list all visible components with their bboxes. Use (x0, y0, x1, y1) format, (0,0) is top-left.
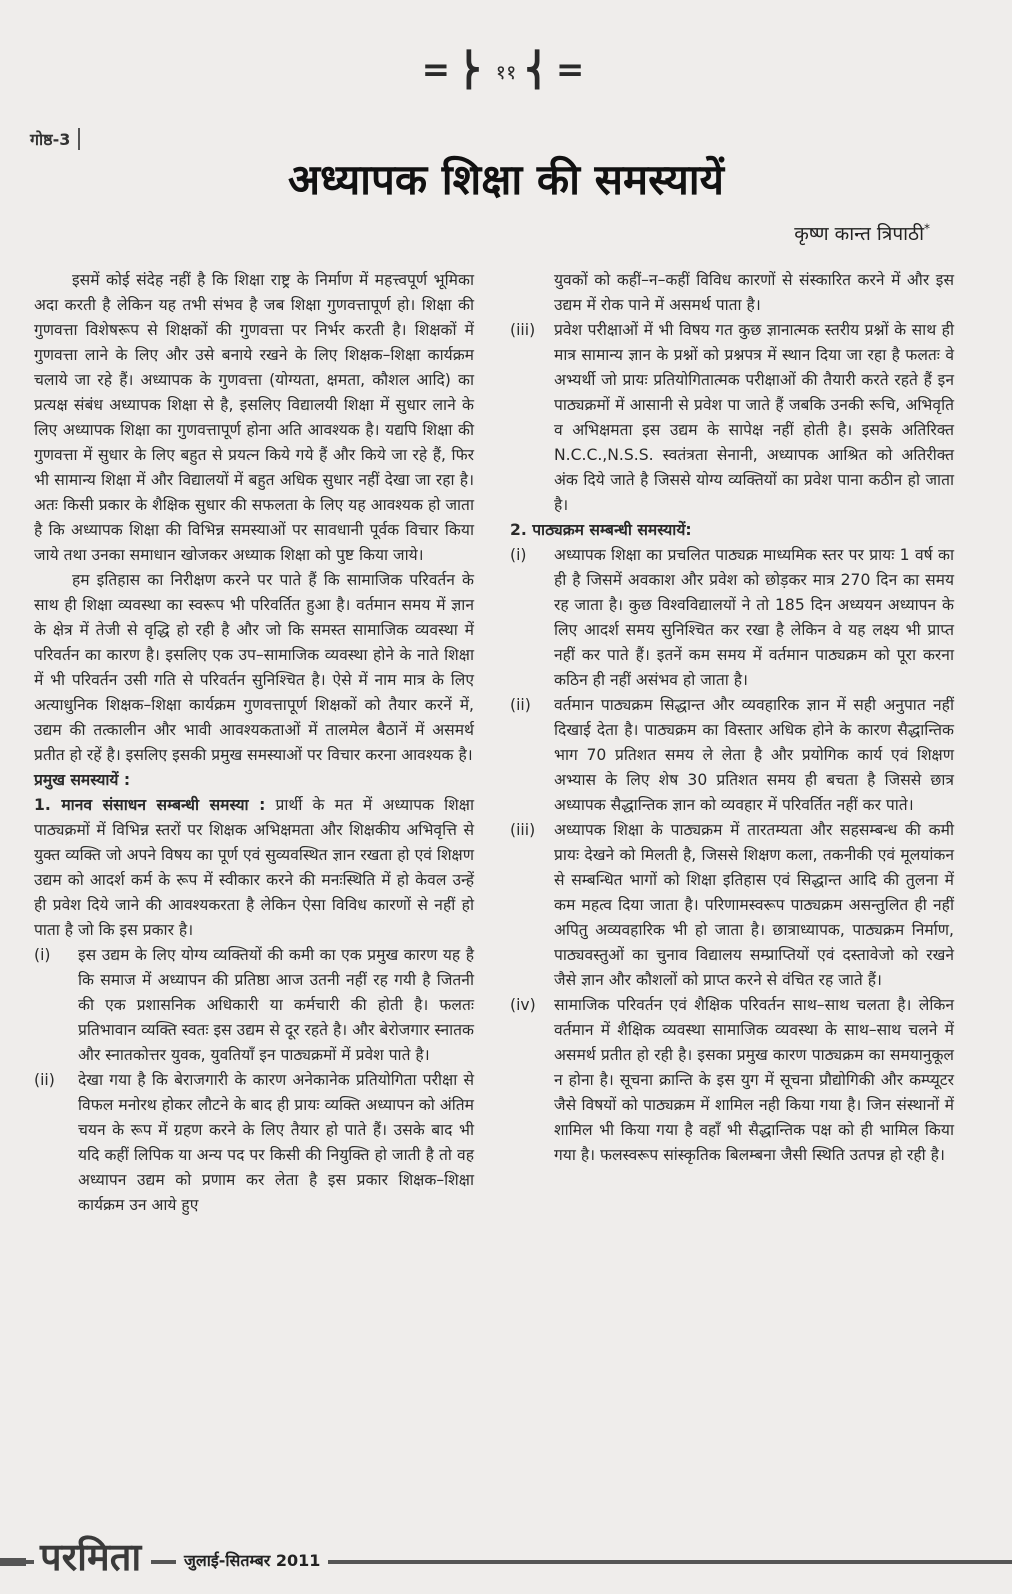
continuation-block (510, 268, 954, 318)
author-mark: * (924, 221, 930, 236)
page-number-text: ११ (495, 60, 517, 84)
subsection-1-title: 1. मानव संसाधन सम्बन्धी समस्या : (34, 796, 266, 814)
list-item (510, 818, 954, 993)
list-item-marker: (iv) (510, 996, 536, 1014)
page-number-ornament-right: ⎨= (524, 50, 591, 90)
list-item (510, 543, 954, 693)
continuation-text: युवकों को कहीं–न–कहीं विविध कारणों से संस्कारित करने में और इस उद्यम में रोक पाने में असमर्थ पाता है। (554, 271, 954, 314)
list-item (510, 993, 954, 1168)
intro-paragraph-2: हम इतिहास का निरीक्षण करने पर पाते हैं कि सामाजिक परिवर्तन के साथ ही शिक्षा व्यवस्था का स्वरूप भी परिवर्तित हुआ है। वर्तमान समय में ज्ञान के क्षेत्र में तेजी से वृद्धि हो रही है और जो कि समस्त सामाजिक व्यवस्था में परिवर्तन का कारण है। इसलिए एक उप–सामाजिक व्यवस्था होने के नाते शिक्षा में भी परिवर्तन उसी गति से परिवर्तन सुनिश्चित है। ऐसे में नाम मात्र के लिए अत्याधुनिक शिक्षक–शिक्षा कार्यक्रम गुणवत्तापूर्ण शिक्षकों को तैयार करनें में, उद्यम की तत्कालीन और भावी आवश्यकताओं में तालमेल बैठानें में असमर्थ प्रतीत हो रहें है। इसलिए इसकी प्रमुख समस्याओं पर विचार करना आवश्यक है। (34, 571, 474, 764)
section-heading: प्रमुख समस्यायें : (34, 771, 131, 789)
list-item-text: अध्यापक शिक्षा के पाठ्यक्रम में तारतम्यता और सहसम्बन्ध की कमी प्रायः देखने को मिलती है, जिससे शिक्षण कला, तकनीकी एवं मूलयांकन से सम्बन्धित भागों को शिक्षा इतिहास एवं सिद्धान्त आदि की तुलना में कम महत्व दिया जाता है। परिणामस्वरूप पाठ्यक्रम असन्तुलित ही नहीं अपितु अव्यवहारिक भी हो जाता है। छात्राध्यापक, पाठ्यक्रम निर्माण, पाठ्यवस्तुओं का चुनाव विद्यालय सम्प्राप्तियों एवं दस्तावेजो को रखने जैसे ज्ञान और कौशलों को प्राप्त करने से वंचित रह जाते हैं। (554, 821, 954, 989)
issue-date: जुलाई-सितम्बर 2011 (176, 1549, 328, 1571)
author-name: कृष्ण कान्त त्रिपाठी (794, 223, 924, 245)
list-item-marker: (iii) (510, 821, 536, 839)
left-column (34, 268, 474, 1218)
section-label: गोष्ठ-3 (30, 128, 80, 150)
list-item (510, 693, 954, 818)
subsection-1-text: प्रार्थी के मत में अध्यापक शिक्षा पाठ्यक्रमों में विभिन्न स्तरों पर शिक्षक अभिक्षमता और शिक्षकीय अभिवृत्ति से युक्त व्यक्ति जो अपने विषय का पूर्ण एवं सुव्यवस्थित ज्ञान रखता हो एवं शिक्षण उद्यम को आदर्श कर्म के रूप में स्वीकार करने की मनःस्थिति में हो केवल उन्हें ही प्रवेश दिये जाने की आवश्यकरता है लेकिन ऐसा विविध कारणों से नहीं हो पाता है जो कि इस प्रकार है। (34, 796, 474, 939)
list-item-marker: (i) (34, 946, 51, 964)
list-item-text: अध्यापक शिक्षा का प्रचलित पाठ्यक्र माध्यमिक स्तर पर प्रायः 1 वर्ष का ही है जिसमें अवकाश और प्रवेश को छोड़कर मात्र 270 दिन का समय रह जाता है। कुछ विश्वविद्यालयों ने तो 185 दिन अध्ययन अध्यापन के लिए आदर्श समय सुनिश्चित कर रखा है लेकिन वे यह लक्ष्य भी प्राप्त नहीं कर पाते हैं। इतनें कम समय में वर्तमान पाठ्यक्रम को पूरा करना कठिन ही नहीं असंभव हो जाता है। (554, 546, 954, 689)
list-item-marker: (ii) (34, 1071, 55, 1089)
footer-rule (0, 1560, 1012, 1564)
list-item-marker: (ii) (510, 696, 531, 714)
subsection-1 (34, 793, 474, 943)
list-item-text: प्रवेश परीक्षाओं में भी विषय गत कुछ ज्ञानात्मक स्तरीय प्रश्नों के साथ ही मात्र सामान्य ज्ञान के प्रश्नों को प्रश्नपत्र में स्थान दिया जा रहा है फलतः वे अभ्यर्थी जो प्रायः प्रतियोगितात्मक परीक्षाओं की तैयारी करते रहते हैं इन पाठ्यक्रमों में आसानी से प्रवेश पा जाते हैं जबकि उनकी रूचि, अभिवृति व अभिक्षमता इस उद्यम के सापेक्ष नहीं होती है। इसके अतिरिक्त N.C.C.,N.S.S. स्वतंत्रता सेनानी, अध्यापक आश्रित को अतिरीक्त अंक दिये जाते है जिससे योग्य व्यक्तियों का प्रवेश पाना कठीन हो जाता है। (554, 321, 954, 514)
page-number (0, 50, 1012, 90)
list-item-text: वर्तमान पाठ्यक्रम सिद्धान्त और व्यवहारिक ज्ञान में सही अनुपात नहीं दिखाई देता है। पाठ्यक्रम का विस्तार अधिक होने के कारण सैद्धान्तिक भाग 70 प्रतिशत समय ले लेता है और प्रयोगिक कार्य एवं शिक्षण अभ्यास के लिए शेष 30 प्रतिशत समय ही बचता है जिससे छात्र अध्यापक सैद्धान्तिक ज्ञान को व्यवहार में परिवर्तित नहीं कर पाते। (554, 696, 954, 814)
list-item-marker-blank (510, 268, 554, 318)
section-heading-2: 2. पाठ्यक्रम सम्बन्धी समस्यायें: (510, 521, 692, 539)
journal-logo: परमिता (34, 1532, 151, 1582)
list-item (510, 318, 954, 518)
author-line (794, 220, 930, 246)
right-column (510, 268, 954, 1168)
list-item-marker: (iii) (510, 321, 536, 339)
list-item (34, 1068, 474, 1218)
intro-paragraph-1: इसमें कोई संदेह नहीं है कि शिक्षा राष्ट्र के निर्माण में महत्त्वपूर्ण भूमिका अदा करती है लेकिन यह तभी संभव है जब शिक्षा गुणवत्तापूर्ण हो। शिक्षा की गुणवत्ता विशेषरूप से शिक्षकों की गुणवत्ता पर निर्भर करती है। शिक्षकों में गुणवत्ता लाने के लिए और उसे बनाये रखने के लिए शिक्षक–शिक्षा कार्यक्रम चलाये जा रहे हैं। अध्यापक के गुणवत्ता (योग्यता, क्षमता, कौशल आदि) का प्रत्यक्ष संबंध अध्यापक शिक्षा से है, इसलिए विद्यालयी शिक्षा में सुधार लाने के लिए अध्यापक शिक्षा का गुणवत्तापूर्ण होना अति आवश्यक है। यद्यपि शिक्षा की गुणवत्ता में सुधार के लिए बहुत से प्रयत्न किये गये हैं और किये जा रहे हैं, फिर भी सामान्य शिक्षा में और विद्यालयों में बहुत अधिक सुधार नहीं देखा जा रहा है। अतः किसी प्रकार के शैक्षिक सुधार की सफलता के लिए यह आवश्यक हो जाता है कि अध्यापक शिक्षा की विभिन्न समस्याओं पर सावधानी पूर्वक विचार किया जाये तथा उनका समाधान खोजकर अध्याक शिक्षा को पुष्ट किया जाये। (34, 271, 474, 564)
list-item-text: देखा गया है कि बेराजगारी के कारण अनेकानेक प्रतियोगिता परीक्षा से विफल मनोरथ होकर लौटने के बाद ही प्रायः व्यक्ति अध्यापन को अंतिम चयन के रूप में ग्रहण करने के लिए तैयार हो पाते हैं। उसके बाद भी यदि कहीं लिपिक या अन्य पद पर किसी की नियुक्ति हो जाती है तो वह अध्यापन उद्यम को प्रणाम कर लेता है इस प्रकार शिक्षक–शिक्षा कार्यक्रम उन आये हुए (78, 1071, 474, 1214)
list-item (34, 943, 474, 1068)
article-title: अध्यापक शिक्षा की समस्यायें (287, 155, 725, 204)
list-item-text: सामाजिक परिवर्तन एवं शैक्षिक परिवर्तन साथ–साथ चलता है। लेकिन वर्तमान में शैक्षिक व्यवस्था सामाजिक व्यवस्था के साथ–साथ चलने में असमर्थ प्रतीत हो रही है। इसका प्रमुख कारण पाठ्यक्रम का समयानुकूल न होना है। सूचना क्रान्ति के इस युग में सूचना प्रौद्योगिकी और कम्प्यूटर जैसे विषयों को पाठ्यक्रम में शामिल नही किया गया है। जिन संस्थानों में शामिल भी किया गया है वहाँ भी सैद्धान्तिक पक्ष को ही भामिल किया गया है। फलस्वरूप सांस्कृतिक बिलम्बना जैसी स्थिति उतपन्न हो रही है। (554, 996, 954, 1164)
page-number-ornament-left: =⎬ (421, 50, 488, 90)
list-item-marker: (i) (510, 546, 527, 564)
list-item-text: इस उद्यम के लिए योग्य व्यक्तियों की कमी का एक प्रमुख कारण यह है कि समाज में अध्यापन की प्रतिष्ठा आज उतनी नहीं रह गयी है जितनी की एक प्रशासनिक अधिकारी या कर्मचारी की होती है। फलतः प्रतिभावान व्यक्ति स्वतः इस उद्यम से दूर रहते है। और बेरोजगार स्नातक और स्नातकोत्तर युवक, युवतियाँ इन पाठ्यक्रमों में प्रवेश पाते है। (78, 946, 474, 1064)
